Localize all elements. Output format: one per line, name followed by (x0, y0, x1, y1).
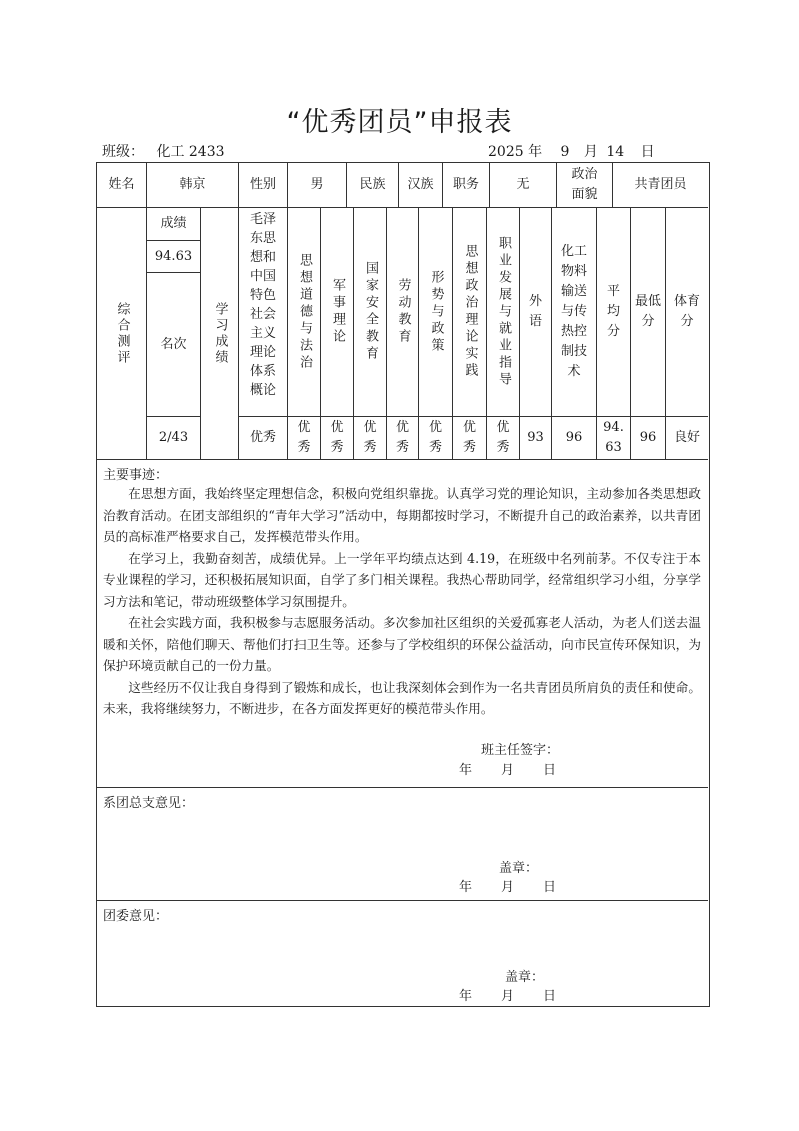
month-label: 月 (501, 880, 515, 895)
date-month: 9 (560, 144, 570, 160)
day-label: 日 (543, 989, 557, 1004)
main-deeds-label: 主要事迹： (103, 468, 169, 483)
deeds-paragraph: 在思想方面，我始终坚定理想信念，积极向党组织靠拢。认真学习党的理论知识，主动参加各类思想政治教育活动。在团支部组织的“青年大学习”活动中，每期都按时学习，不断提升自己的政治素养，以共青团员的高标准严格要求自己，发挥模范带头作用。 (103, 486, 701, 544)
political-label: 政治面貌 (557, 163, 613, 208)
course-grade: 优秀 (487, 417, 520, 460)
class-line (102, 141, 225, 161)
course-grade: 优秀 (354, 417, 387, 460)
position-label: 职务 (443, 163, 490, 208)
position-value: 无 (490, 163, 557, 208)
name-label: 姓名 (97, 163, 147, 208)
date-day-unit: 日 (640, 144, 655, 160)
month-label: 月 (501, 989, 515, 1004)
deeds-paragraph: 在社会实践方面，我积极参与志愿服务活动。多次参加社区组织的关爱孤寡老人活动，为老人们送去温暖和关怀，陪他们聊天、帮他们打扫卫生等。还参与了学校组织的环保公益活动，向市民宣传环保知识，为保护环境贡献自己的一份力量。 (103, 615, 701, 673)
year-label: 年 (459, 880, 473, 895)
course-grade: 93 (520, 417, 552, 460)
ethnicity-label: 民族 (347, 163, 399, 208)
course-header: 最低分 (631, 208, 666, 417)
score-value: 94.63 (147, 241, 201, 273)
rank-label: 名次 (147, 273, 201, 417)
application-date (488, 141, 655, 161)
ethnicity-value: 汉族 (399, 163, 443, 208)
deeds-paragraph: 这些经历不仅让我自身得到了锻炼和成长，也让我深刻体会到作为一名共青团员所肩负的责任和使命。未来，我将继续努力，不断进步，在各方面发挥更好的模范带头作用。 (103, 679, 701, 716)
date-year: 2025 (488, 144, 524, 160)
course-header: 平均分 (597, 208, 631, 417)
political-value: 共青团员 (613, 163, 708, 208)
branch-seal-label: 盖章： (499, 861, 539, 876)
application-form-table (96, 162, 710, 1007)
branch-opinion-label: 系团总支意见： (103, 796, 195, 811)
course-grade: 96 (631, 417, 666, 460)
name-value: 韩京 (147, 163, 239, 208)
course-header: 军事理论 (321, 208, 354, 417)
page-title: “优秀团员”申报表 (286, 107, 513, 138)
academic-score-label: 学习成绩 (201, 208, 239, 460)
main-deeds-section (97, 460, 708, 788)
month-label: 月 (501, 763, 515, 778)
head-teacher-signature-label: 班主任签字： (481, 743, 560, 758)
course-grade: 优秀 (239, 417, 288, 460)
comprehensive-evaluation-label: 综合测评 (97, 208, 147, 460)
course-grade: 96 (552, 417, 597, 460)
main-deeds-text (103, 483, 701, 720)
course-header: 思想道德与法治 (288, 208, 321, 417)
course-header: 毛泽东思想和中国特色社会主义理论体系概论 (239, 208, 288, 417)
course-grade: 优秀 (321, 417, 354, 460)
committee-opinion-label: 团委意见： (103, 909, 169, 924)
course-header: 化工物料输送与传热控制技术 (552, 208, 597, 417)
class-label: 班级： (102, 144, 144, 160)
course-header: 职业发展与就业指导 (487, 208, 520, 417)
course-header: 外语 (520, 208, 552, 417)
gender-value: 男 (288, 163, 347, 208)
course-header: 形势与政策 (419, 208, 453, 417)
gender-label: 性别 (239, 163, 288, 208)
score-label: 成绩 (147, 208, 201, 241)
committee-opinion-section (97, 901, 708, 1006)
rank-value: 2/43 (147, 417, 201, 460)
course-header: 国家安全教育 (354, 208, 387, 417)
course-grade: 优秀 (387, 417, 419, 460)
date-month-unit: 月 (583, 144, 598, 160)
course-header: 思想政治理论实践 (453, 208, 487, 417)
date-day: 14 (606, 144, 625, 160)
course-grade: 优秀 (288, 417, 321, 460)
branch-opinion-section (97, 788, 708, 901)
course-header: 体育分 (666, 208, 708, 417)
course-grade: 优秀 (419, 417, 453, 460)
course-grade: 优秀 (453, 417, 487, 460)
committee-seal-label: 盖章： (505, 970, 545, 985)
year-label: 年 (459, 763, 473, 778)
day-label: 日 (543, 763, 557, 778)
year-label: 年 (459, 989, 473, 1004)
day-label: 日 (543, 880, 557, 895)
deeds-paragraph: 在学习上，我勤奋刻苦，成绩优异。上一学年平均绩点达到 4.19，在班级中名列前茅。不仅专注于本专业课程的学习，还积极拓展知识面，自学了多门相关课程。我热心帮助同学，经常组织学习小组，分享学习方法和笔记，带动班级整体学习氛围提升。 (103, 550, 701, 609)
course-grade: 良好 (666, 417, 708, 460)
date-year-unit: 年 (528, 144, 543, 160)
class-value: 化工 2433 (156, 144, 225, 160)
course-header: 劳动教育 (387, 208, 419, 417)
course-grade: 94.63 (597, 417, 631, 460)
